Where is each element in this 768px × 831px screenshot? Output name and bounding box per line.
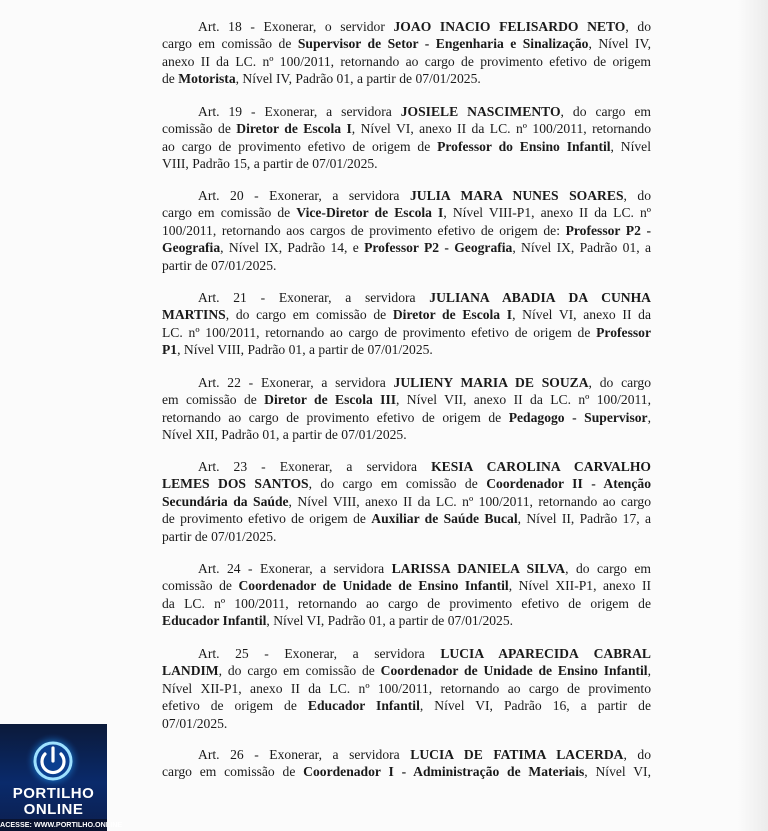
text-segment: , Nível VIII-P1, anexo II da LC. nº [443,205,651,221]
bold-segment: Geografia [162,240,221,256]
text-segment: Art. 22 - Exonerar, a servidora [198,375,394,390]
bold-segment: Educador Infantil [307,698,420,714]
text-segment: Art. 18 - Exonerar, o servidor [198,19,394,34]
text-segment: LC. nº 100/2011, retornando ao cargo de provimento efetivo de origem de [162,324,597,340]
text-segment: , Nível VIII, Padrão 01, a partir de 07/01/2025. [177,342,433,358]
text-line [162,324,651,341]
text-line [162,612,651,629]
portilho-online-logo[interactable] [0,724,123,831]
text-line [162,645,651,662]
text-segment: Nível XII-P1, anexo II da LC. nº 100/2011, retornando ao cargo de provimento [162,680,651,696]
text-line [162,53,651,70]
text-line [162,493,651,510]
text-line [162,289,651,306]
text-line [162,595,651,612]
text-segment: ao cargo de provimento efetivo de origem de [162,138,438,154]
bold-segment: LEMES DOS SANTOS [162,476,309,492]
text-line [162,409,651,426]
text-line [162,426,651,443]
bold-segment: LUCIA DE FATIMA LACERDA [410,747,624,762]
text-segment: , Nível IX, Padrão 01, a [512,240,651,256]
bold-segment: Professor P2 - [565,222,651,238]
bold-segment: MARTINS [162,307,226,323]
text-line [162,18,651,35]
text-segment: de provimento efetivo de origem de [162,511,372,527]
text-segment: , Nível IV, Padrão 01, a partir de 07/01/2025. [235,71,481,87]
bold-segment: KESIA CAROLINA CARVALHO [431,459,651,474]
text-line [162,510,651,527]
text-segment: VIII, Padrão 15, a partir de 07/01/2025. [162,156,378,172]
text-segment: cargo em comissão de [162,36,298,52]
article-paragraph [162,18,651,88]
logo-name: PORTILHO [12,785,95,802]
text-segment: Art. 20 - Exonerar, a servidora [198,188,410,203]
text-line [162,155,651,172]
page-edge-shadow [738,0,768,831]
text-segment: , [647,409,651,425]
text-line [162,257,651,274]
text-line [162,187,651,204]
text-segment: , [647,663,651,679]
bold-segment: Auxiliar de Saúde Bucal [371,511,518,527]
text-segment: , do [625,19,652,34]
text-segment: partir de 07/01/2025. [162,528,277,544]
bold-segment: Coordenador I - Administração de Materiais [303,764,585,780]
text-segment: , do cargo em [560,104,651,119]
text-line [162,763,651,780]
text-line [162,138,651,155]
text-segment: , do cargo em comissão de [225,307,393,323]
article-paragraph [162,289,651,359]
text-segment: em comissão de [162,392,265,408]
bold-segment: Vice-Diretor de Escola I [296,205,444,221]
text-segment: cargo em comissão de [162,205,297,221]
bold-segment: LUCIA APARECIDA CABRAL [440,646,651,661]
text-line [162,746,651,763]
bold-segment: Coordenador de Unidade de Ensino Infantil [380,663,648,679]
text-line [162,222,651,239]
text-segment: , do cargo em comissão de [308,476,487,492]
text-line [162,204,651,221]
bold-segment: Professor do Ensino Infantil [437,138,611,154]
text-segment: , Nível VI, anexo II da [512,307,651,323]
text-line [162,475,651,492]
bold-segment: Secundária da Saúde [162,493,289,509]
bold-segment: Diretor de Escola I [236,121,352,137]
text-segment: , Nível VII, anexo II da LC. nº 100/2011, [396,392,651,408]
text-segment: , do cargo em comissão de [218,663,381,679]
bold-segment: Diretor de Escola III [264,392,397,408]
text-line [162,715,651,732]
article-paragraph [162,645,651,732]
logo-subtitle: ONLINE [23,801,84,818]
text-line [162,103,651,120]
text-segment: , Nível VI, [584,764,651,780]
text-segment: Art. 25 - Exonerar, a servidora [198,646,441,661]
text-segment: , Nível IX, Padrão 14, e [220,240,365,256]
bold-segment: JOAO INACIO FELISARDO NETO [393,19,626,34]
article-paragraph [162,103,651,173]
bold-segment: Professor P2 - Geografia [364,240,513,256]
bold-segment: JULIENY MARIA DE SOUZA [393,375,589,390]
text-line [162,120,651,137]
text-line [162,458,651,475]
text-line [162,239,651,256]
text-segment: Art. 24 - Exonerar, a servidora [198,561,392,576]
text-segment: , Nível II, Padrão 17, a [517,511,651,527]
bold-segment: P1 [162,342,178,358]
text-line [162,35,651,52]
text-segment: Art. 19 - Exonerar, a servidora [198,104,401,119]
bold-segment: JULIA MARA NUNES SOARES [409,188,624,203]
text-segment: , do [623,188,652,203]
text-segment: , do [623,747,652,762]
text-line [162,306,651,323]
article-paragraph [162,560,651,630]
text-segment: partir de 07/01/2025. [162,257,277,273]
text-segment: de [162,71,179,87]
text-segment: , do cargo em [565,561,652,576]
text-line [162,341,651,358]
text-segment: 100/2011, retornando aos cargos de provimento efetivo de origem de: [162,222,566,238]
text-line [162,680,651,697]
text-segment: , Nível [610,138,651,154]
text-segment: , Nível IV, [588,36,652,52]
bold-segment: Motorista [178,71,236,87]
text-segment: cargo em comissão de [162,764,304,780]
bold-segment: Coordenador de Unidade de Ensino Infantil [238,578,509,594]
text-segment: anexo II da LC. nº 100/2011, retornando ao cargo de provimento efetivo de origem [162,53,651,69]
text-line [162,528,651,545]
text-line [162,577,651,594]
text-segment: efetivo de origem de [162,698,308,714]
bold-segment: JULIANA ABADIA DA CUNHA [429,290,652,305]
power-icon [24,732,82,790]
text-segment: , Nível VI, Padrão 16, a partir de [419,698,651,714]
article-paragraph [162,746,651,781]
text-line [162,662,651,679]
article-paragraph [162,374,651,444]
text-segment: retornando ao cargo de provimento efetivo de origem de [162,409,509,425]
bold-segment: JOSIELE NASCIMENTO [400,104,561,119]
bold-segment: Coordenador II - Atenção [486,476,651,492]
text-segment: , Nível VI, anexo II da LC. nº 100/2011, retornando [351,121,651,137]
text-segment: comissão de [162,578,239,594]
bold-segment: Supervisor de Setor - Engenharia e Sinalização [297,36,589,52]
bold-segment: LARISSA DANIELA SILVA [391,561,566,576]
article-paragraph [162,458,651,545]
text-line [162,391,651,408]
text-segment: , Nível VI, Padrão 01, a partir de 07/01/2025. [266,613,514,629]
text-segment: 07/01/2025. [162,715,228,731]
text-line [162,697,651,714]
text-line [162,560,651,577]
bold-segment: Pedagogo - Supervisor [508,409,648,425]
text-segment: , Nível XII-P1, anexo II [508,578,651,594]
logo-url: ACESSE: WWW.PORTILHO.ONLINE [0,820,123,829]
bold-segment: Professor [596,324,651,340]
bold-segment: Diretor de Escola I [392,307,513,323]
text-segment: Art. 23 - Exonerar, a servidora [198,459,432,474]
text-line [162,374,651,391]
text-segment: comissão de [162,121,237,137]
bold-segment: LANDIM [162,663,219,679]
bold-segment: Educador Infantil [162,613,267,629]
text-segment: da LC. nº 100/2011, retornando ao cargo de provimento efetivo de origem de [162,595,651,611]
text-segment: Art. 21 - Exonerar, a servidora [198,290,430,305]
text-segment: Nível XII, Padrão 01, a partir de 07/01/2025. [162,427,407,443]
article-paragraph [162,187,651,274]
text-segment: , Nível VIII, anexo II da LC. nº 100/2011, retornando ao cargo [288,493,651,509]
text-line [162,70,651,87]
text-segment: Art. 26 - Exonerar, a servidora [198,747,411,762]
text-segment: , do cargo [588,375,652,390]
